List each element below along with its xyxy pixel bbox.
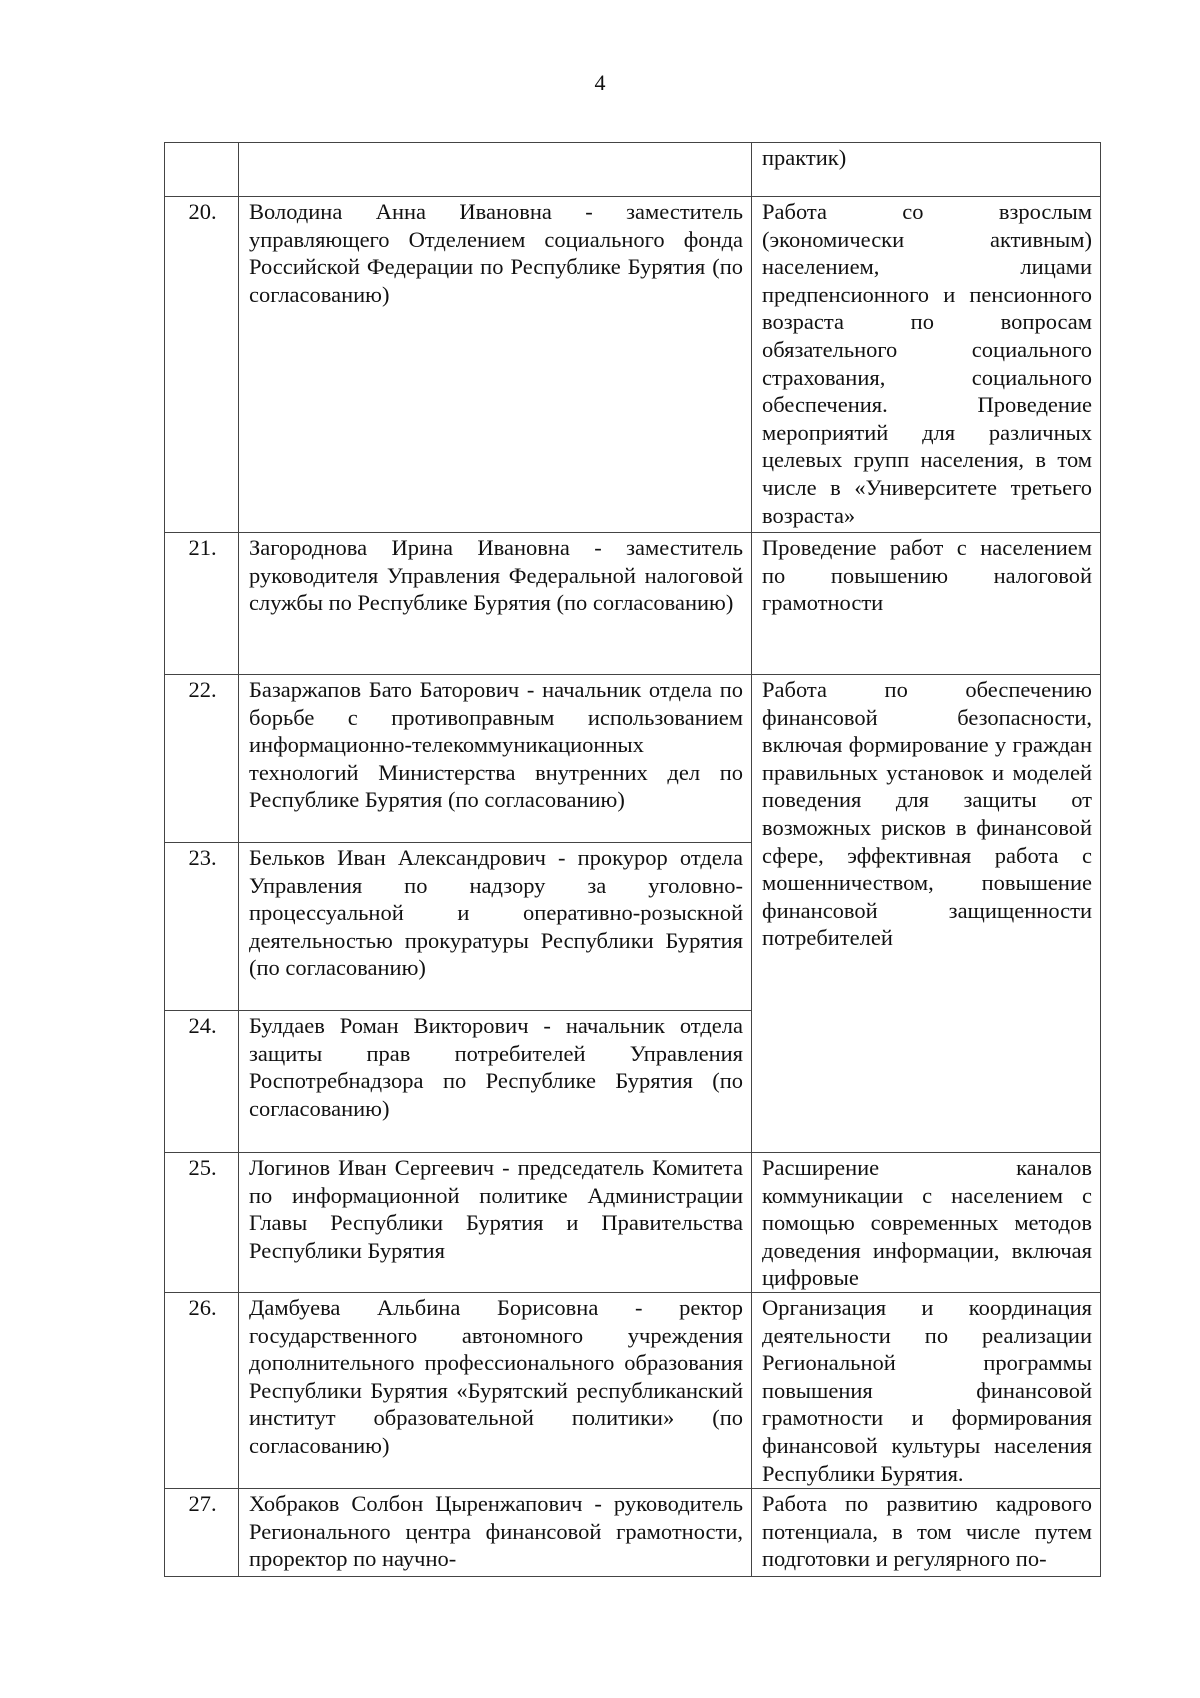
member-name: Хобраков Солбон Цыренжапович - руководитель Регионального центра финансовой грамотности, проректор по научно- xyxy=(239,1489,752,1577)
member-name: Бельков Иван Александрович - прокурор отдела Управления по надзору за уголовно-процессуальной и оперативно-розыскной деятельностью прокуратуры Республики Бурятия (по согласованию) xyxy=(239,843,752,1011)
member-duties: Работа по обеспечению финансовой безопасности, включая формирование у граждан правильных установок и моделей поведения для защиты от возможных рисков в финансовой сфере, эффективная работа с мошенничеством, повышение финансовой защищенности потребителей xyxy=(752,675,1101,1153)
row-number xyxy=(165,143,239,197)
table-row xyxy=(165,675,1101,843)
table-row xyxy=(165,1489,1101,1577)
table-row xyxy=(165,533,1101,675)
row-number: 21. xyxy=(165,533,239,675)
member-name: Дамбуева Альбина Борисовна - ректор государственного автономного учреждения дополнительного профессионального образования Республики Бурятия «Бурятский республиканский институт образовательной политики» (по согласованию) xyxy=(239,1293,752,1489)
member-duties: Работа со взрослым (экономически активным) населением, лицами предпенсионного и пенсионного возраста по вопросам обязательного социального страхования, социального обеспечения. Проведение мероприятий для различных целевых групп населения, в том числе в «Университете третьего возраста» xyxy=(752,197,1101,533)
member-name: Загороднова Ирина Ивановна - заместитель руководителя Управления Федеральной налоговой службы по Республике Бурятия (по согласованию) xyxy=(239,533,752,675)
row-number: 24. xyxy=(165,1011,239,1153)
member-duties: практик) xyxy=(752,143,1101,197)
page-number: 4 xyxy=(594,70,606,95)
member-name: Булдаев Роман Викторович - начальник отдела защиты прав потребителей Управления Роспотребнадзора по Республике Бурятия (по согласованию) xyxy=(239,1011,752,1153)
row-number: 23. xyxy=(165,843,239,1011)
table-row xyxy=(165,1153,1101,1293)
row-number: 22. xyxy=(165,675,239,843)
row-number: 27. xyxy=(165,1489,239,1577)
row-number: 25. xyxy=(165,1153,239,1293)
table-row xyxy=(165,197,1101,533)
member-duties: Работа по развитию кадрового потенциала, в том числе путем подготовки и регулярного по- xyxy=(752,1489,1101,1577)
row-number: 26. xyxy=(165,1293,239,1489)
member-name: Базаржапов Бато Баторович - начальник отдела по борьбе с противоправным использованием информационно-телекоммуникационных технологий Министерства внутренних дел по Республике Бурятия (по согласованию) xyxy=(239,675,752,843)
member-duties: Расширение каналов коммуникации с населением с помощью современных методов доведения информации, включая цифровые xyxy=(752,1153,1101,1293)
table-row xyxy=(165,143,1101,197)
member-duties: Организация и координация деятельности по реализации Региональной программы повышения финансовой грамотности и формирования финансовой культуры населения Республики Бурятия. xyxy=(752,1293,1101,1489)
member-name: Логинов Иван Сергеевич - председатель Комитета по информационной политике Администрации Главы Республики Бурятия и Правительства Республики Бурятия xyxy=(239,1153,752,1293)
member-name xyxy=(239,143,752,197)
member-name: Володина Анна Ивановна - заместитель управляющего Отделением социального фонда Российской Федерации по Республике Бурятия (по согласованию) xyxy=(239,197,752,533)
member-duties: Проведение работ с населением по повышению налоговой грамотности xyxy=(752,533,1101,675)
members-table xyxy=(164,142,1101,1577)
row-number: 20. xyxy=(165,197,239,533)
table-row xyxy=(165,1293,1101,1489)
